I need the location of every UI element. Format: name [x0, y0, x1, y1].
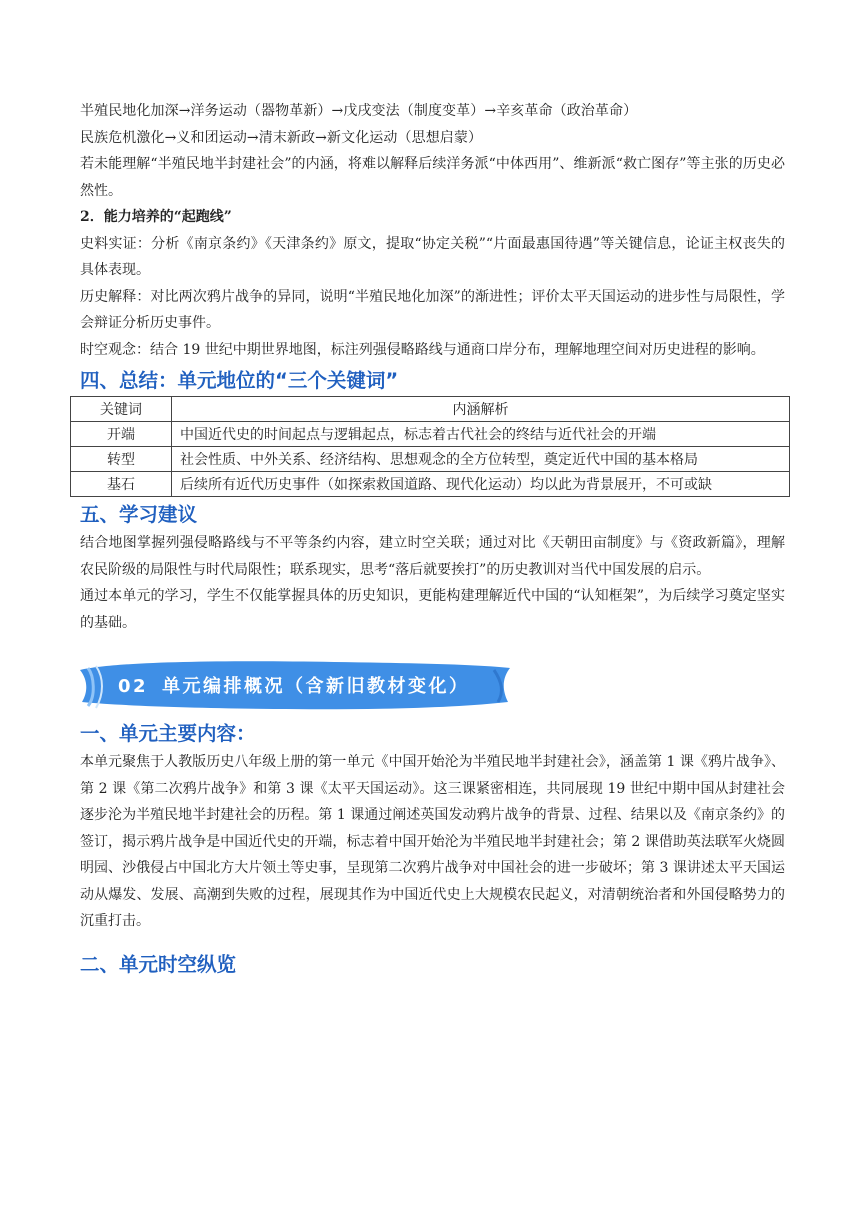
- study-advice-paragraph: 通过本单元的学习，学生不仅能掌握具体的历史知识，更能构建理解近代中国的“认知框架”，为后续学习奠定坚实的基础。: [80, 588, 785, 631]
- ability-item-evidence: 史料实证：分析《南京条约》《天津条约》原文，提取“协定关税”“片面最惠国待遇”等关键信息，论证主权丧失的具体表现。: [80, 235, 785, 278]
- intro-line: 民族危机激化→义和团运动→清末新政→新文化运动（思想启蒙）: [80, 129, 483, 146]
- table-cell-meaning: 后续所有近代历史事件（如探索救国道路、现代化运动）均以此为背景展开，不可或缺: [172, 472, 790, 497]
- table-cell-keyword: 开端: [71, 422, 172, 447]
- intro-paragraph: 若未能理解“半殖民地半封建社会”的内涵，将难以解释后续洋务派“中体西用”、维新派“救亡图存”等主张的历史必然性。: [80, 156, 785, 199]
- study-advice-paragraph: 结合地图掌握列强侵略路线与不平等条约内容，建立时空关联；通过对比《天朝田亩制度》与《资政新篇》，理解农民阶级的局限性与时代局限性；联系现实，思考“落后就要挨打”的历史教训对当代中国发展的启示。: [80, 535, 785, 578]
- ability-heading: 2．能力培养的“起跑线”: [80, 209, 232, 225]
- table-header-meaning: 内涵解析: [172, 397, 790, 422]
- ability-item-spacetime: 时空观念：结合 19 世纪中期世界地图，标注列强侵略路线与通商口岸分布，理解地理空间对历史进程的影响。: [80, 341, 765, 358]
- table-cell-keyword: 基石: [71, 472, 172, 497]
- table-header-keyword: 关键词: [71, 397, 172, 422]
- banner-number: 02: [118, 676, 149, 697]
- table-row: [71, 447, 790, 472]
- table-header-row: [71, 397, 790, 422]
- table-cell-meaning: 社会性质、中外关系、经济结构、思想观念的全方位转型，奠定近代中国的基本格局: [172, 447, 790, 472]
- section-5-title: 五、学习建议: [80, 503, 198, 526]
- ability-item-interpretation: 历史解释：对比两次鸦片战争的异同，说明“半殖民地化加深”的渐进性；评价太平天国运动的进步性与局限性，学会辩证分析历史事件。: [80, 288, 785, 331]
- table-row: [71, 472, 790, 497]
- document-page: [80, 98, 785, 980]
- part-2-title: 二、单元时空纵览: [80, 952, 237, 976]
- banner-title: 单元编排概况（含新旧教材变化）: [162, 676, 470, 697]
- keyword-table: [70, 396, 790, 497]
- banner-text: [118, 672, 470, 698]
- main-content-paragraph: 本单元聚焦于人教版历史八年级上册的第一单元《中国开始沦为半殖民地半封建社会》，涵盖第 1 课《鸦片战争》、第 2 课《第二次鸦片战争》和第 3 课《太平天国运动》。这三课紧密相连，共同展现 19 世纪中期中国从封建社会逐步沦为半殖民地半封建社会的历程。第 1 课通过阐述英国发动鸦片战争的背景、过程、结果以及《南京条约》的签订，揭示鸦片战争是中国近代史的开端，标志着中国开始沦为半殖民地半封建社会；第 2 课借助英法联军火烧圆明园、沙俄侵占中国北方大片领土等史事，呈现第二次鸦片战争对中国社会的进一步破坏；第 3 课讲述太平天国运动从爆发、发展、高潮到失败的过程，展现其作为中国近代史上大规模农民起义，对清朝统治者和外国侵略势力的沉重打击。: [80, 754, 785, 929]
- part-1-title: 一、单元主要内容：: [80, 722, 256, 745]
- intro-line: 半殖民地化加深→洋务运动（器物革新）→戊戌变法（制度变革）→辛亥革命（政治革命）: [80, 103, 638, 119]
- table-row: [71, 422, 790, 447]
- section-banner: [74, 656, 785, 714]
- table-cell-keyword: 转型: [71, 447, 172, 472]
- table-cell-meaning: 中国近代史的时间起点与逻辑起点，标志着古代社会的终结与近代社会的开端: [172, 422, 790, 447]
- section-4-title: 四、总结：单元地位的“三个关键词”: [80, 369, 399, 392]
